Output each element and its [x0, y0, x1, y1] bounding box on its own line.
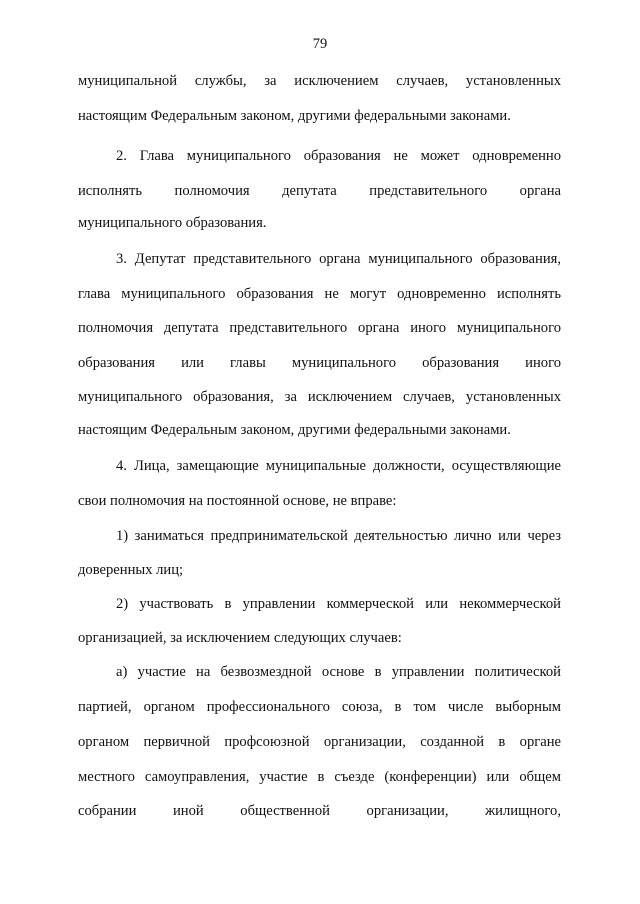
text-line: исполнять полномочия депутата представительного органа — [78, 183, 561, 199]
text-line: местного самоуправления, участие в съезде (конференции) или общем — [78, 769, 561, 785]
text-line: свои полномочия на постоянной основе, не вправе: — [78, 493, 397, 509]
text-line: полномочия депутата представительного органа иного муниципального — [78, 320, 561, 336]
text-line: муниципального образования, за исключением случаев, установленных — [78, 389, 561, 405]
text-line: 2. Глава муниципального образования не может одновременно — [116, 148, 561, 164]
page-number: 79 — [312, 36, 328, 52]
text-line: глава муниципального образования не могут одновременно исполнять — [78, 286, 561, 302]
text-line: настоящим Федеральным законом, другими федеральными законами. — [78, 422, 511, 438]
text-line: настоящим Федеральным законом, другими федеральными законами. — [78, 108, 511, 124]
text-line: а) участие на безвозмездной основе в управлении политической — [116, 664, 561, 680]
text-line: образования или главы муниципального образования иного — [78, 355, 561, 371]
text-line: муниципального образования. — [78, 215, 267, 231]
text-line: доверенных лиц; — [78, 562, 184, 578]
text-line: организацией, за исключением следующих случаев: — [78, 630, 402, 646]
text-line: 2) участвовать в управлении коммерческой или некоммерческой — [116, 596, 561, 612]
text-line: собрании иной общественной организации, жилищного, — [78, 803, 561, 819]
text-line: 1) заниматься предпринимательской деятельностью лично или через — [116, 528, 561, 544]
text-line: партией, органом профессионального союза, в том числе выборным — [78, 699, 561, 715]
text-line: муниципальной службы, за исключением случаев, установленных — [78, 73, 561, 89]
text-line: 3. Депутат представительного органа муниципального образования, — [116, 251, 561, 267]
text-line: органом первичной профсоюзной организации, созданной в органе — [78, 734, 561, 750]
text-line: 4. Лица, замещающие муниципальные должности, осуществляющие — [116, 458, 561, 474]
